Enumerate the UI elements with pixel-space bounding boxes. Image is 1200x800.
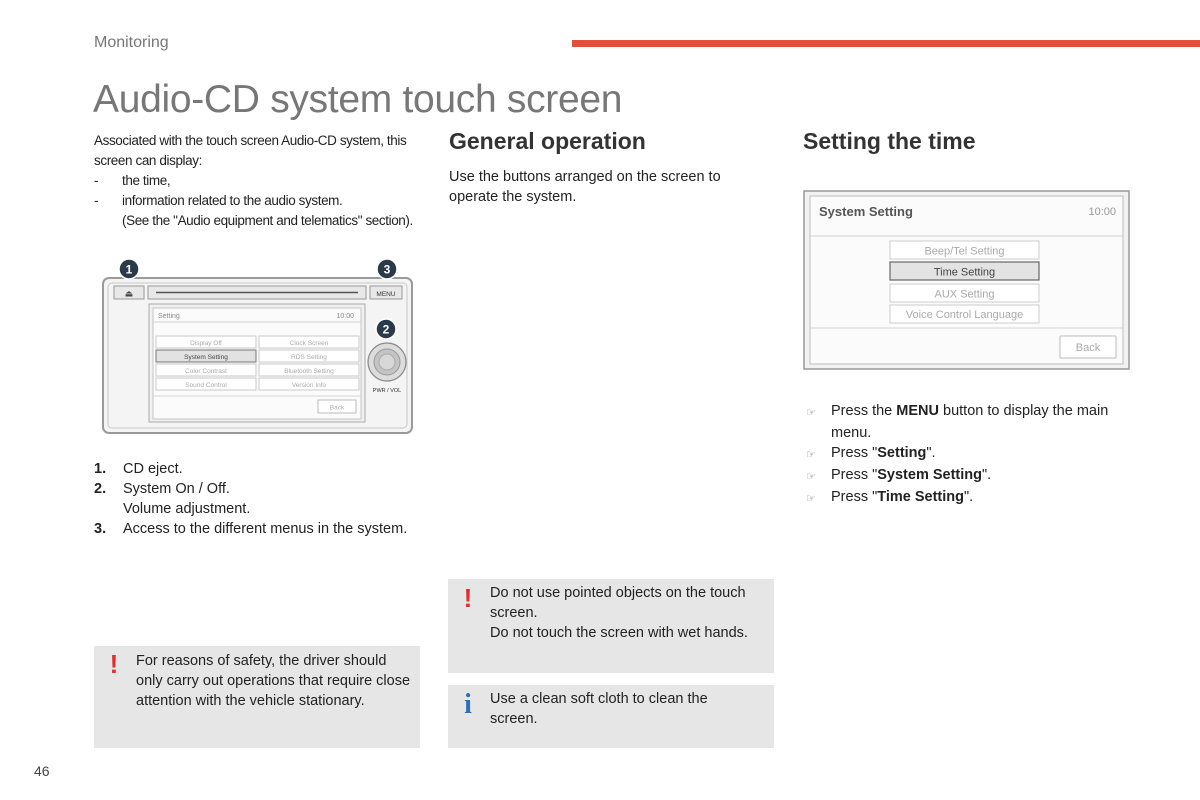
callout-3-label: 3 — [383, 262, 391, 277]
cleaning-info-text: Use a clean soft cloth to clean the screen. — [490, 691, 708, 727]
option-label: Beep/Tel Setting — [924, 245, 1005, 258]
legend-text: Access to the different menus in the system. — [123, 521, 408, 537]
option-label: Voice Control Language — [905, 309, 1024, 321]
legend-text: System On / Off. — [123, 481, 230, 497]
unit-option-label: Clock Screen — [289, 340, 329, 347]
numbered-legend — [94, 459, 424, 539]
page-number: 46 — [34, 763, 50, 779]
unit-option-label: RDS Setting — [291, 354, 327, 361]
legend-item — [94, 479, 424, 499]
legend-text: CD eject. — [123, 461, 183, 477]
pointed-objects-warning-text — [490, 583, 766, 643]
pointing-hand-icon: ☞ — [806, 471, 816, 483]
step-text: Press "System Setting". — [831, 467, 992, 483]
legend-item — [94, 519, 424, 539]
unit-option-label: Version Info — [291, 382, 327, 389]
unit-option-label: System Setting — [184, 354, 228, 361]
page-title: Audio-CD system touch screen — [93, 78, 623, 121]
general-operation-text: Use the buttons arranged on the screen to operate the system. — [449, 169, 721, 205]
unit-option-label: Display Off — [190, 340, 222, 347]
safety-warning-text: For reasons of safety, the driver should only carry out operations that require close attention with the vehicle stationary. — [136, 653, 411, 709]
unit-back-label: Back — [329, 404, 345, 412]
time-setting-steps — [806, 401, 1146, 509]
system-setting-title: System Setting — [819, 204, 913, 219]
step-text: Press the MENU button to display the main — [831, 403, 1109, 419]
unit-screen-time: 10:00 — [336, 313, 354, 320]
option-label: AUX Setting — [934, 288, 995, 301]
section-label: Monitoring — [94, 34, 169, 51]
intro-item-text: the time, — [122, 173, 171, 188]
pointing-hand-icon: ☞ — [806, 493, 816, 505]
step-item — [806, 401, 1146, 423]
step-item — [806, 487, 1146, 509]
callout-1-label: 1 — [125, 262, 133, 277]
legend-text: Volume adjustment. — [123, 501, 251, 517]
step-text: Press "Time Setting". — [831, 489, 974, 505]
legend-number: 1. — [94, 461, 107, 477]
intro-lead: Associated with the touch screen Audio-CD system, this screen can display: — [94, 133, 407, 168]
legend-item — [94, 459, 424, 479]
intro-item — [94, 191, 424, 211]
legend-number: 3. — [94, 521, 107, 537]
pointing-hand-icon: ☞ — [806, 407, 816, 419]
step-text: Press "Setting". — [831, 445, 936, 461]
head-unit-illustration — [100, 256, 416, 438]
intro-item-text: information related to the audio system. — [122, 193, 343, 208]
legend-number: 2. — [94, 481, 107, 497]
menu-button-label: MENU — [376, 291, 396, 298]
pointed-objects-warning-box — [448, 579, 774, 673]
warning-line: Do not touch the screen with wet hands. — [490, 625, 748, 641]
unit-screen-title: Setting — [158, 313, 180, 320]
warning-line: Do not use pointed objects on the touch screen. — [490, 585, 746, 621]
option-label: Time Setting — [933, 266, 996, 279]
general-operation-heading: General operation — [449, 128, 646, 154]
system-setting-screen-illustration — [803, 190, 1130, 370]
unit-option-label: Color Contrast — [185, 368, 227, 375]
safety-warning-box — [94, 646, 420, 748]
info-icon: i — [464, 689, 472, 720]
setting-time-heading: Setting the time — [803, 128, 976, 154]
dash-bullet: - — [94, 193, 99, 208]
unit-option-label: Bluetooth Setting — [284, 368, 334, 375]
intro-note: (See the "Audio equipment and telematics" section). — [122, 213, 413, 228]
callout-2-label: 2 — [382, 322, 390, 337]
pointing-hand-icon: ☞ — [806, 449, 816, 461]
step-continuation: menu. — [831, 425, 872, 441]
back-button-label: Back — [1075, 342, 1101, 354]
system-setting-time: 10:00 — [1088, 206, 1116, 218]
cleaning-info-box — [448, 685, 774, 748]
header-accent-bar — [572, 40, 1200, 47]
eject-icon: ⏏ — [124, 288, 134, 299]
warning-icon: ! — [109, 649, 119, 679]
intro-item — [94, 171, 424, 191]
step-item — [806, 465, 1146, 487]
dash-bullet: - — [94, 173, 99, 188]
warning-icon: ! — [463, 583, 473, 613]
intro-text — [94, 131, 424, 231]
step-item — [806, 443, 1146, 465]
unit-option-label: Sound Control — [185, 382, 227, 389]
knob-label: PWR / VOL — [372, 388, 402, 394]
